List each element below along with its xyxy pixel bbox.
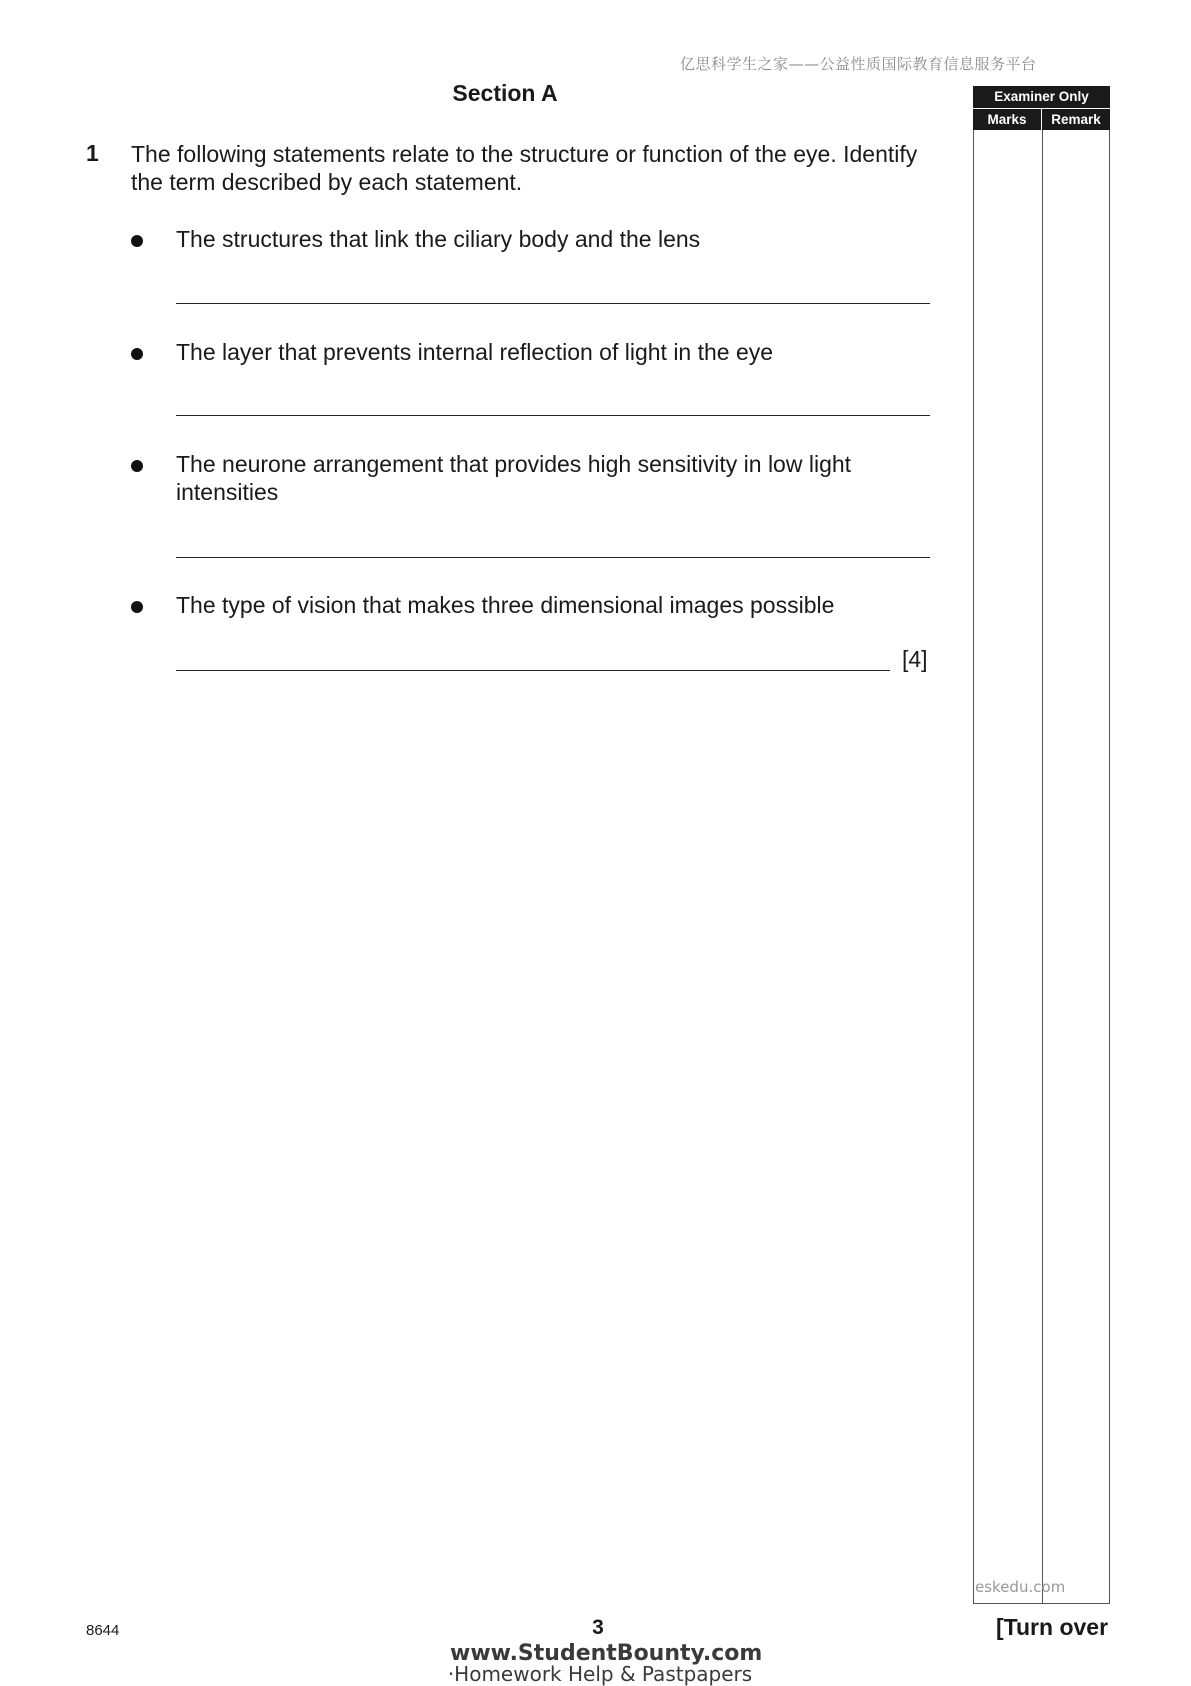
section-title: Section A [452, 80, 558, 106]
footer-watermark: eskedu.com [975, 1578, 1066, 1596]
answer-line[interactable] [176, 670, 890, 671]
examiner-subheader [973, 108, 1110, 130]
question-item-text: The structures that link the ciliary body and the lens [176, 226, 701, 252]
question-item-text: The neurone arrangement that provides high sensitivity in low light intensities [176, 451, 852, 505]
stamp-tagline: ·Homework Help & Pastpapers [447, 1662, 753, 1686]
examiner-columns [973, 130, 1110, 1604]
bullet-icon [131, 235, 143, 247]
paper-code: 8644 [86, 1622, 120, 1639]
bullet-icon [131, 601, 143, 613]
turn-over-label: [Turn over [996, 1614, 1109, 1640]
bullet-icon [131, 348, 143, 360]
question-stem: The following statements relate to the structure or function of the eye. Identify the term described by each statement. [131, 141, 918, 195]
bullet-icon [131, 460, 143, 472]
remark-header: Remark [1042, 109, 1110, 130]
marks-column [974, 130, 1043, 1603]
header-watermark: 亿思科学生之家——公益性质国际教育信息服务平台 [680, 55, 1037, 73]
answer-line[interactable] [176, 415, 930, 416]
examiner-only-column [973, 86, 1110, 1604]
answer-line[interactable] [176, 303, 930, 304]
question-number: 1 [86, 140, 99, 166]
marks-header: Marks [973, 109, 1042, 130]
stamp-url: www.StudentBounty.com [450, 1641, 763, 1666]
page-number: 3 [592, 1616, 604, 1639]
remark-column [1043, 130, 1109, 1603]
question-item-text: The layer that prevents internal reflection of light in the eye [176, 339, 774, 365]
question-item-text: The type of vision that makes three dimensional images possible [176, 592, 835, 618]
examiner-only-header: Examiner Only [973, 86, 1110, 108]
answer-line[interactable] [176, 557, 930, 558]
marks-allocation: [4] [902, 646, 928, 672]
